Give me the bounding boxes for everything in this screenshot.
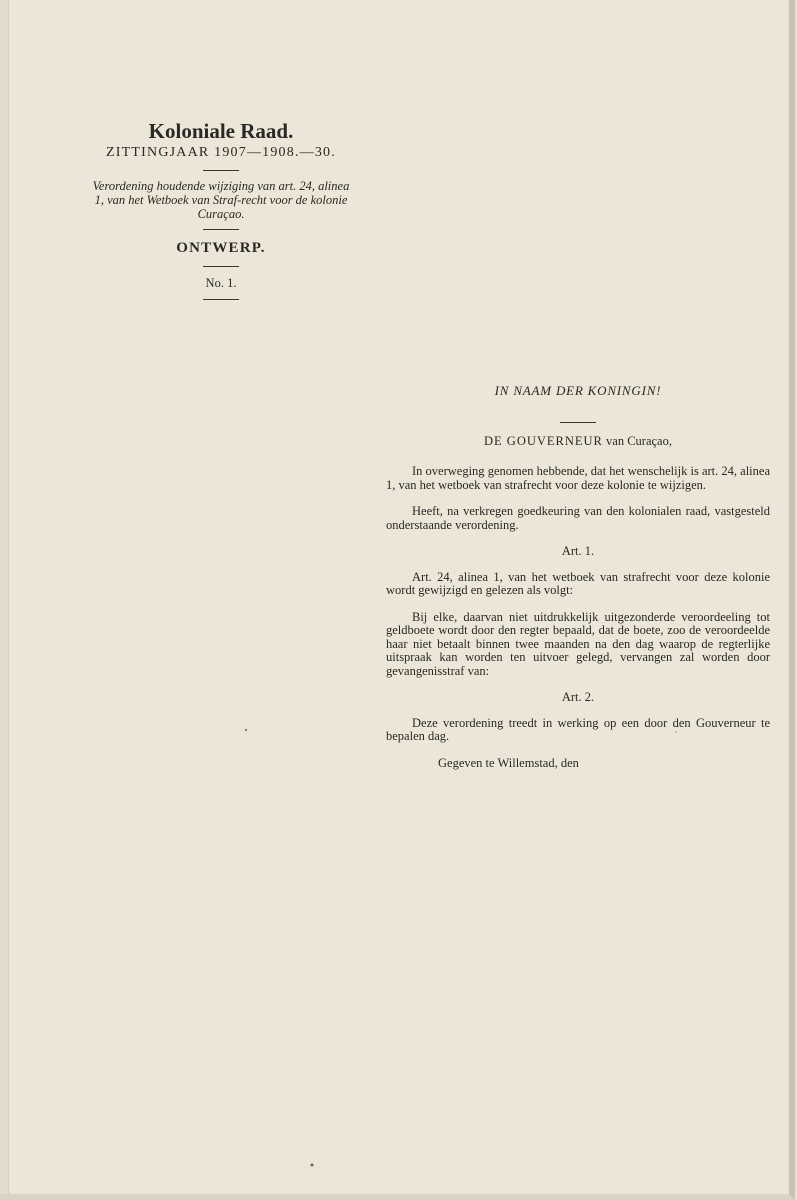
draft-label: ONTWERP. (176, 240, 266, 256)
session-year: ZITTINGJAAR 1907—1908.—30. (106, 145, 336, 160)
invocation: IN NAAM DER KONINGIN! (494, 383, 662, 398)
article-2-text: Deze verordening treedt in werking op een door den Gouverneur te bepalen dag. (386, 715, 770, 743)
governor-territory: van Curaçao, (606, 434, 672, 448)
enactment-paragraph: Heeft, na verkregen goedkeuring van den kolonialen raad, vastgesteld onderstaande verordening. (386, 504, 770, 532)
ordinance-subject: Verordening houdende wijziging van art. 24, alinea 1, van het Wetboek van Straf-recht voor de kolonie Curaçao. (92, 179, 350, 221)
document-number: No. 1. (205, 276, 237, 290)
given-at-line: Gegeven te Willemstad, den (438, 755, 579, 770)
governor-title: DE GOUVERNEUR (484, 434, 603, 448)
article-2-heading: Art. 2. (561, 690, 595, 704)
article-1-text: Bij elke, daarvan niet uitdrukkelijk uitgezonderde veroordeeling tot geldboete wordt door den regter bepaald, dat de boete, zoo de veroordeelde haar niet betaalt binnen twee maanden na den dag waarop de regterlijke uitspraak kan worden ten uitvoer gelegd, vervangen zal worden door gevangenisstraf van: (386, 609, 770, 678)
preamble-paragraph: In overweging genomen hebbende, dat het wenschelijk is art. 24, alinea 1, van het wetboek van strafrecht voor deze kolonie te wijzigen. (386, 464, 770, 492)
article-1-intro: Art. 24, alinea 1, van het wetboek van strafrecht voor deze kolonie wordt gewijzigd en gelezen als volgt: (386, 569, 770, 597)
council-title: Koloniale Raad. (148, 119, 294, 143)
article-1-heading: Art. 1. (561, 544, 595, 558)
